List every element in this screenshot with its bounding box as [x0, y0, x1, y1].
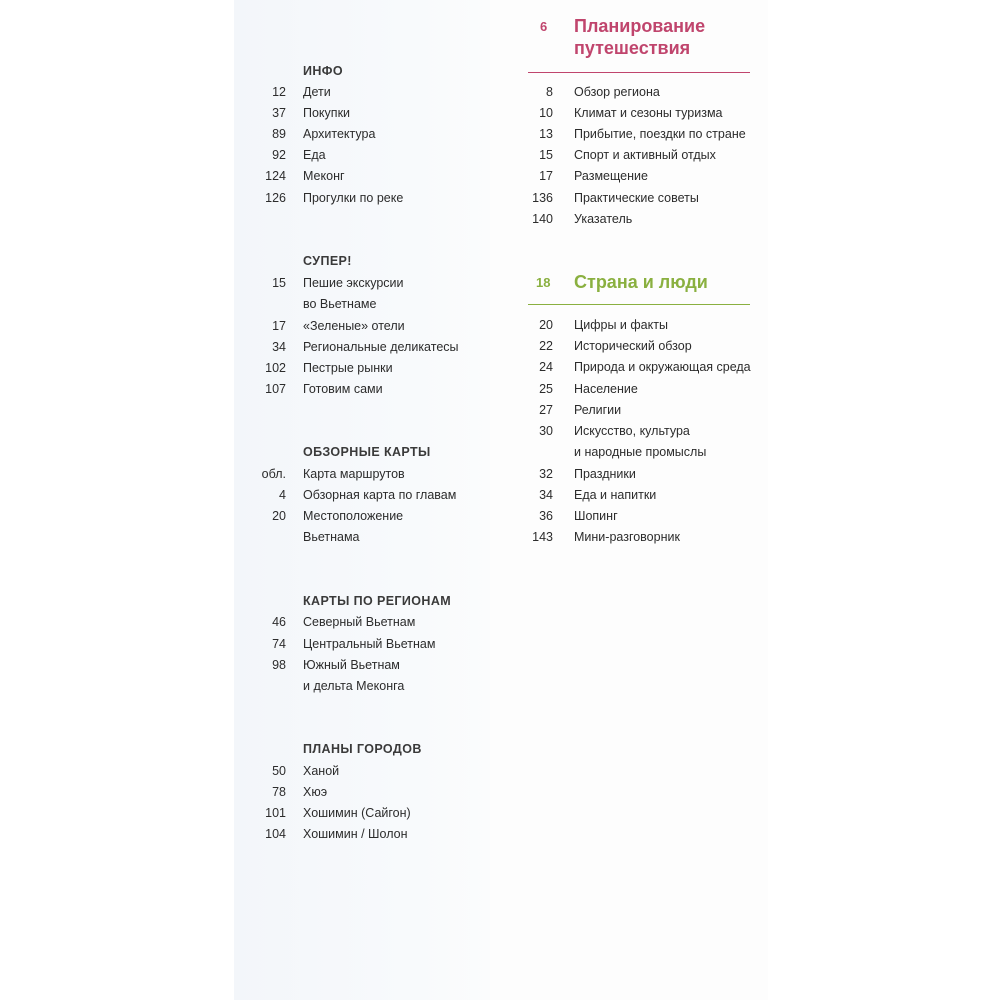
page-number: 17 [272, 319, 286, 333]
page-number: 107 [265, 382, 286, 396]
page-number: 124 [265, 169, 286, 183]
chapter-title-country[interactable] [574, 271, 708, 293]
entry-label: Пестрые рынки [303, 361, 393, 375]
entry-label: Хошимин (Сайгон) [303, 806, 411, 820]
page-number: 89 [272, 127, 286, 141]
entry-label: Архитектура [303, 127, 376, 141]
entry-label: и дельта Меконга [303, 679, 405, 693]
entry-label: Северный Вьетнам [303, 615, 416, 629]
chapter-title-planning[interactable] [574, 15, 705, 59]
entry-label: Указатель [574, 212, 633, 226]
page-number: 98 [272, 658, 286, 672]
section-heading-info: ИНФО [303, 64, 344, 78]
section-heading-region-maps: КАРТЫ ПО РЕГИОНАМ [303, 594, 452, 608]
page-number: обл. [261, 467, 286, 481]
entry-label: Обзор региона [574, 85, 660, 99]
page-number: 15 [272, 276, 286, 290]
entry-label: Обзорная карта по главам [303, 488, 457, 502]
page-number: 143 [532, 530, 553, 544]
page-number: 30 [539, 424, 553, 438]
section-heading-overview-maps: ОБЗОРНЫЕ КАРТЫ [303, 445, 431, 459]
page-number: 10 [539, 106, 553, 120]
entry-label: Местоположение [303, 509, 404, 523]
page-number: 34 [539, 488, 553, 502]
chapter-title-line: Страна и люди [574, 272, 708, 292]
page-number: 13 [539, 127, 553, 141]
chapter-page-number-country: 18 [536, 275, 551, 290]
page-number: 8 [546, 85, 553, 99]
entry-label: Искусство, культура [574, 424, 690, 438]
entry-label: Климат и сезоны туризма [574, 106, 723, 120]
page-number: 25 [539, 382, 553, 396]
entry-label: Карта маршрутов [303, 467, 405, 481]
page-number: 78 [272, 785, 286, 799]
page-number: 101 [265, 806, 286, 820]
entry-label: Размещение [574, 169, 648, 183]
page-number: 4 [279, 488, 286, 502]
page-number: 102 [265, 361, 286, 375]
page-number: 12 [272, 85, 286, 99]
entry-label: Прибытие, поездки по стране [574, 127, 746, 141]
entry-label: Ханой [303, 764, 340, 778]
page-number: 20 [272, 509, 286, 523]
page-number: 24 [539, 360, 553, 374]
entry-label: Религии [574, 403, 622, 417]
chapter-title-line: Планирование [574, 16, 706, 36]
entry-label: Еда [303, 148, 326, 162]
entry-label: Исторический обзор [574, 339, 692, 353]
entry-label: Пешие экскурсии [303, 276, 404, 290]
page-number: 37 [272, 106, 286, 120]
page-number: 32 [539, 467, 553, 481]
entry-label: Вьетнама [303, 530, 360, 544]
entry-label: Спорт и активный отдых [574, 148, 716, 162]
entry-label: «Зеленые» отели [303, 319, 405, 333]
entry-label: Цифры и факты [574, 318, 668, 332]
page-number: 34 [272, 340, 286, 354]
page-number: 74 [272, 637, 286, 651]
entry-label: Южный Вьетнам [303, 658, 400, 672]
entry-label: Центральный Вьетнам [303, 637, 436, 651]
entry-label: Хюэ [303, 785, 328, 799]
page-number: 136 [532, 191, 553, 205]
entry-label: Дети [303, 85, 331, 99]
page-number: 50 [272, 764, 286, 778]
entry-label: Региональные деликатесы [303, 340, 459, 354]
page-number: 104 [265, 827, 286, 841]
page-number: 22 [539, 339, 553, 353]
entry-label: Праздники [574, 467, 636, 481]
entry-label: Прогулки по реке [303, 191, 404, 205]
page-number: 17 [539, 169, 553, 183]
page-number: 46 [272, 615, 286, 629]
entry-label: Хошимин / Шолон [303, 827, 408, 841]
chapter-rule-planning [528, 72, 750, 73]
entry-label: Готовим сами [303, 382, 383, 396]
page-number: 36 [539, 509, 553, 523]
page-number: 27 [539, 403, 553, 417]
entry-label: Еда и напитки [574, 488, 657, 502]
page-number: 15 [539, 148, 553, 162]
entry-label: Шопинг [574, 509, 618, 523]
section-heading-city-plans: ПЛАНЫ ГОРОДОВ [303, 742, 422, 756]
entry-label: Практические советы [574, 191, 699, 205]
entry-label: Население [574, 382, 638, 396]
entry-label: Мини-разговорник [574, 530, 680, 544]
entry-label: и народные промыслы [574, 445, 707, 459]
page-number: 126 [265, 191, 286, 205]
chapter-rule-country [528, 304, 750, 305]
chapter-page-number-planning: 6 [540, 19, 548, 34]
page-number: 92 [272, 148, 286, 162]
chapter-title-line: путешествия [574, 38, 691, 58]
page-number: 140 [532, 212, 553, 226]
entry-label: Покупки [303, 106, 351, 120]
section-heading-super: СУПЕР! [303, 254, 352, 268]
entry-label: во Вьетнаме [303, 297, 377, 311]
page-number: 20 [539, 318, 553, 332]
entry-label: Природа и окружающая среда [574, 360, 751, 374]
entry-label: Меконг [303, 169, 345, 183]
